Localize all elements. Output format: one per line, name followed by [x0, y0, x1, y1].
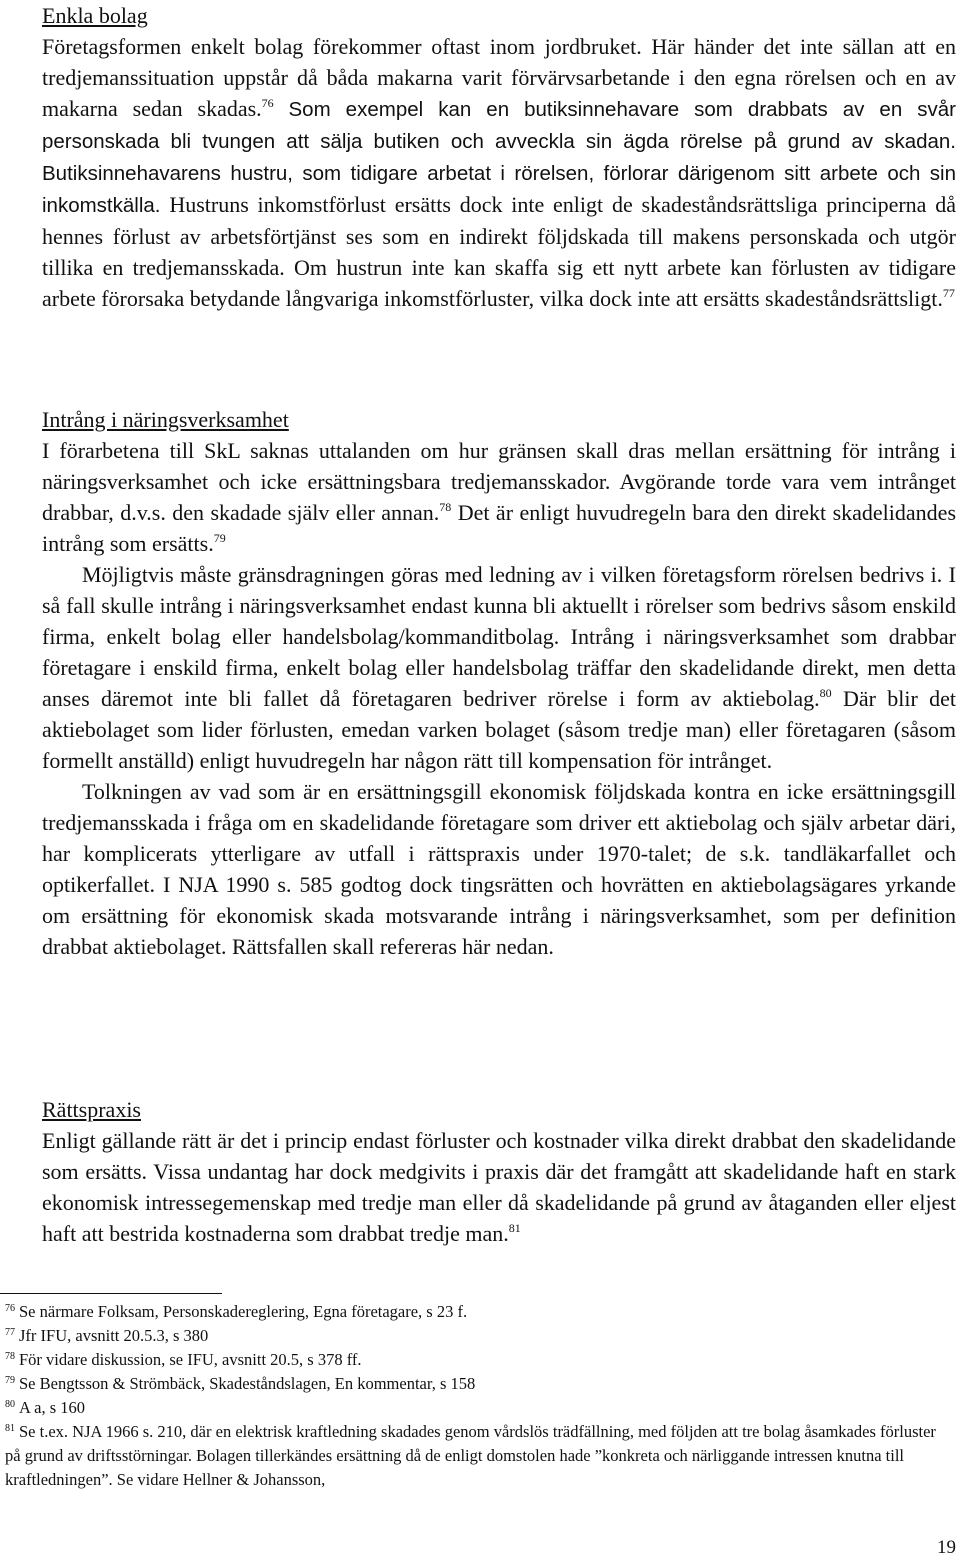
section-heading: Enkla bolag	[42, 3, 148, 28]
footnote-text: Se närmare Folksam, Personskadereglering, Egna företagare, s 23 f.	[19, 1302, 468, 1321]
footnote	[5, 1396, 950, 1420]
paragraph	[42, 559, 956, 776]
footnote-ref[interactable]: 79	[213, 531, 226, 545]
paragraph-text: Det är enligt huvudregeln bara den direkt skadelidandes intrång som ersätts.	[42, 500, 957, 556]
section-heading: Intrång i näringsverksamhet	[42, 407, 289, 432]
footnote	[5, 1324, 950, 1348]
paragraph-text: Enligt gällande rätt är det i princip endast förluster och kostnader vilka direkt drabbat den skadelidande som ersätts. Vissa undantag har dock medgivits i praxis där det framgått att skadelidande haft en stark ekonomisk intressegemenskap med tredje man eller då skadelidande på grund av åtaganden eller eljest haft att bestrida kostnaderna som drabbat tredje man.	[42, 1128, 956, 1246]
footnote-divider	[0, 1293, 222, 1294]
footnote-ref[interactable]: 77	[942, 286, 955, 300]
footnote-text: A a, s 160	[19, 1398, 85, 1417]
footnote-ref[interactable]: 76	[261, 96, 274, 110]
paragraph	[42, 435, 956, 559]
paragraph	[42, 1125, 956, 1249]
footnote-text: För vidare diskussion, se IFU, avsnitt 20.5, s 378 ff.	[19, 1350, 362, 1369]
footnote-text: Se Bengtsson & Strömbäck, Skadeståndslagen, En kommentar, s 158	[19, 1374, 476, 1393]
footnote-number: 78	[5, 1351, 15, 1362]
footnote-ref[interactable]: 81	[508, 1221, 521, 1235]
paragraph-text: I förarbetena till SkL saknas uttalanden om hur gränsen skall dras mellan ersättning för intrång i näringsverksamhet och icke ersättningsbara tredjemansskador. Avgörande torde vara vem intrånget drabbar, d.v.s. den skadade själv eller annan.	[42, 438, 956, 525]
footnote-number: 81	[5, 1423, 15, 1434]
section-enkla-bolag	[42, 0, 956, 314]
section-heading: Rättspraxis	[42, 1097, 141, 1122]
page-number: 19	[937, 1537, 956, 1558]
footnote-ref[interactable]: 78	[439, 500, 452, 514]
section-rattspraxis	[42, 1094, 956, 1249]
footnote	[5, 1420, 950, 1492]
footnotes	[5, 1300, 950, 1492]
footnote	[5, 1300, 950, 1324]
footnote-number: 80	[5, 1399, 15, 1410]
footnote-ref[interactable]: 80	[819, 686, 832, 700]
footnote	[5, 1372, 950, 1396]
paragraph: Tolkningen av vad som är en ersättningsgill ekonomisk följdskada kontra en icke ersättningsgill tredjemansskada i fråga om en skadelidande företagare som driver ett aktiebolag och själv arbetar däri, har komplicerats ytterligare av utfall i rättspraxis under 1970-talet; de s.k. tandläkarfallet och optikerfallet. I NJA 1990 s. 585 godtog dock tingsrätten och hovrätten en aktiebolagsägares yrkande om ersättning för ekonomisk skada motsvarande intrång i näringsverksamhet, som per definition drabbat aktiebolaget. Rättsfallen skall refereras här nedan.	[42, 779, 956, 959]
paragraph-text: Företagsformen enkelt bolag förekommer oftast inom jordbruket. Här händer det inte sällan att en tredjemanssituation uppstår då båda makarna varit förvärvsarbetande i den egna rörelsen och en av makarna sedan skadas.	[42, 34, 956, 121]
footnote-text: Jfr IFU, avsnitt 20.5.3, s 380	[19, 1326, 209, 1345]
section-intrang	[42, 404, 956, 962]
footnote-text: Se t.ex. NJA 1966 s. 210, där en elektrisk kraftledning skadades genom vårdslös trädfällning, med följden att tre bolag åsamkades förluster på grund av driftsstörningar. Bolagen tillerkändes ersättning då de enligt domstolen hade ”konkreta och närliggande intressen knutna till kraftledningen”. Se vidare Hellner & Johansson,	[5, 1422, 936, 1489]
footnote	[5, 1348, 950, 1372]
paragraph-text: Där blir det aktiebolaget som lider förlusten, emedan varken bolaget (såsom tredje man) eller företagaren (såsom formellt anställd) enligt huvudregeln har någon rätt till kompensation för intrånget.	[42, 686, 957, 773]
paragraph-text: Möjligtvis måste gränsdragningen göras med ledning av i vilken företagsform rörelsen bedrivs i. I så fall skulle intrång i näringsverksamhet endast kunna bli aktuellt i rörelser som bedrivs såsom enskild firma, enkelt bolag eller handelsbolag/kommanditbolag. Intrång i näringsverksamhet som drabbar företagare i enskild firma, enkelt bolag eller handelsbolag träffar den skadelidande direkt, men detta anses däremot inte bli fallet då företagaren bedriver rörelse i form av aktiebolag.	[42, 562, 956, 711]
footnote-number: 76	[5, 1303, 15, 1314]
paragraph-text: Som exempel kan en butiksinnehavare som drabbats av en svår personskada bli tvungen att sälja butiken och avveckla sin ägda rörelse på grund av skadan. Butiksinnehavarens hustru, som tidigare arbetat i rörelsen, förlorar därigenom sitt arbete och sin inkomstkälla.	[42, 98, 956, 217]
footnote-number: 79	[5, 1375, 15, 1386]
paragraph	[42, 31, 956, 314]
footnote-number: 77	[5, 1327, 15, 1338]
paragraph-text: Hustruns inkomstförlust ersätts dock inte enligt de skadeståndsrättsliga principerna då hennes förlust av arbetsförtjänst ses som en indirekt följdskada till makens personskada och utgör tillika en tredjemansskada. Om hustrun inte kan skaffa sig ett nytt arbete kan förlusten av tidigare arbete förorsaka betydande långvariga inkomstförluster, vilka dock inte att ersätts skadeståndsrättsligt.	[42, 192, 957, 311]
